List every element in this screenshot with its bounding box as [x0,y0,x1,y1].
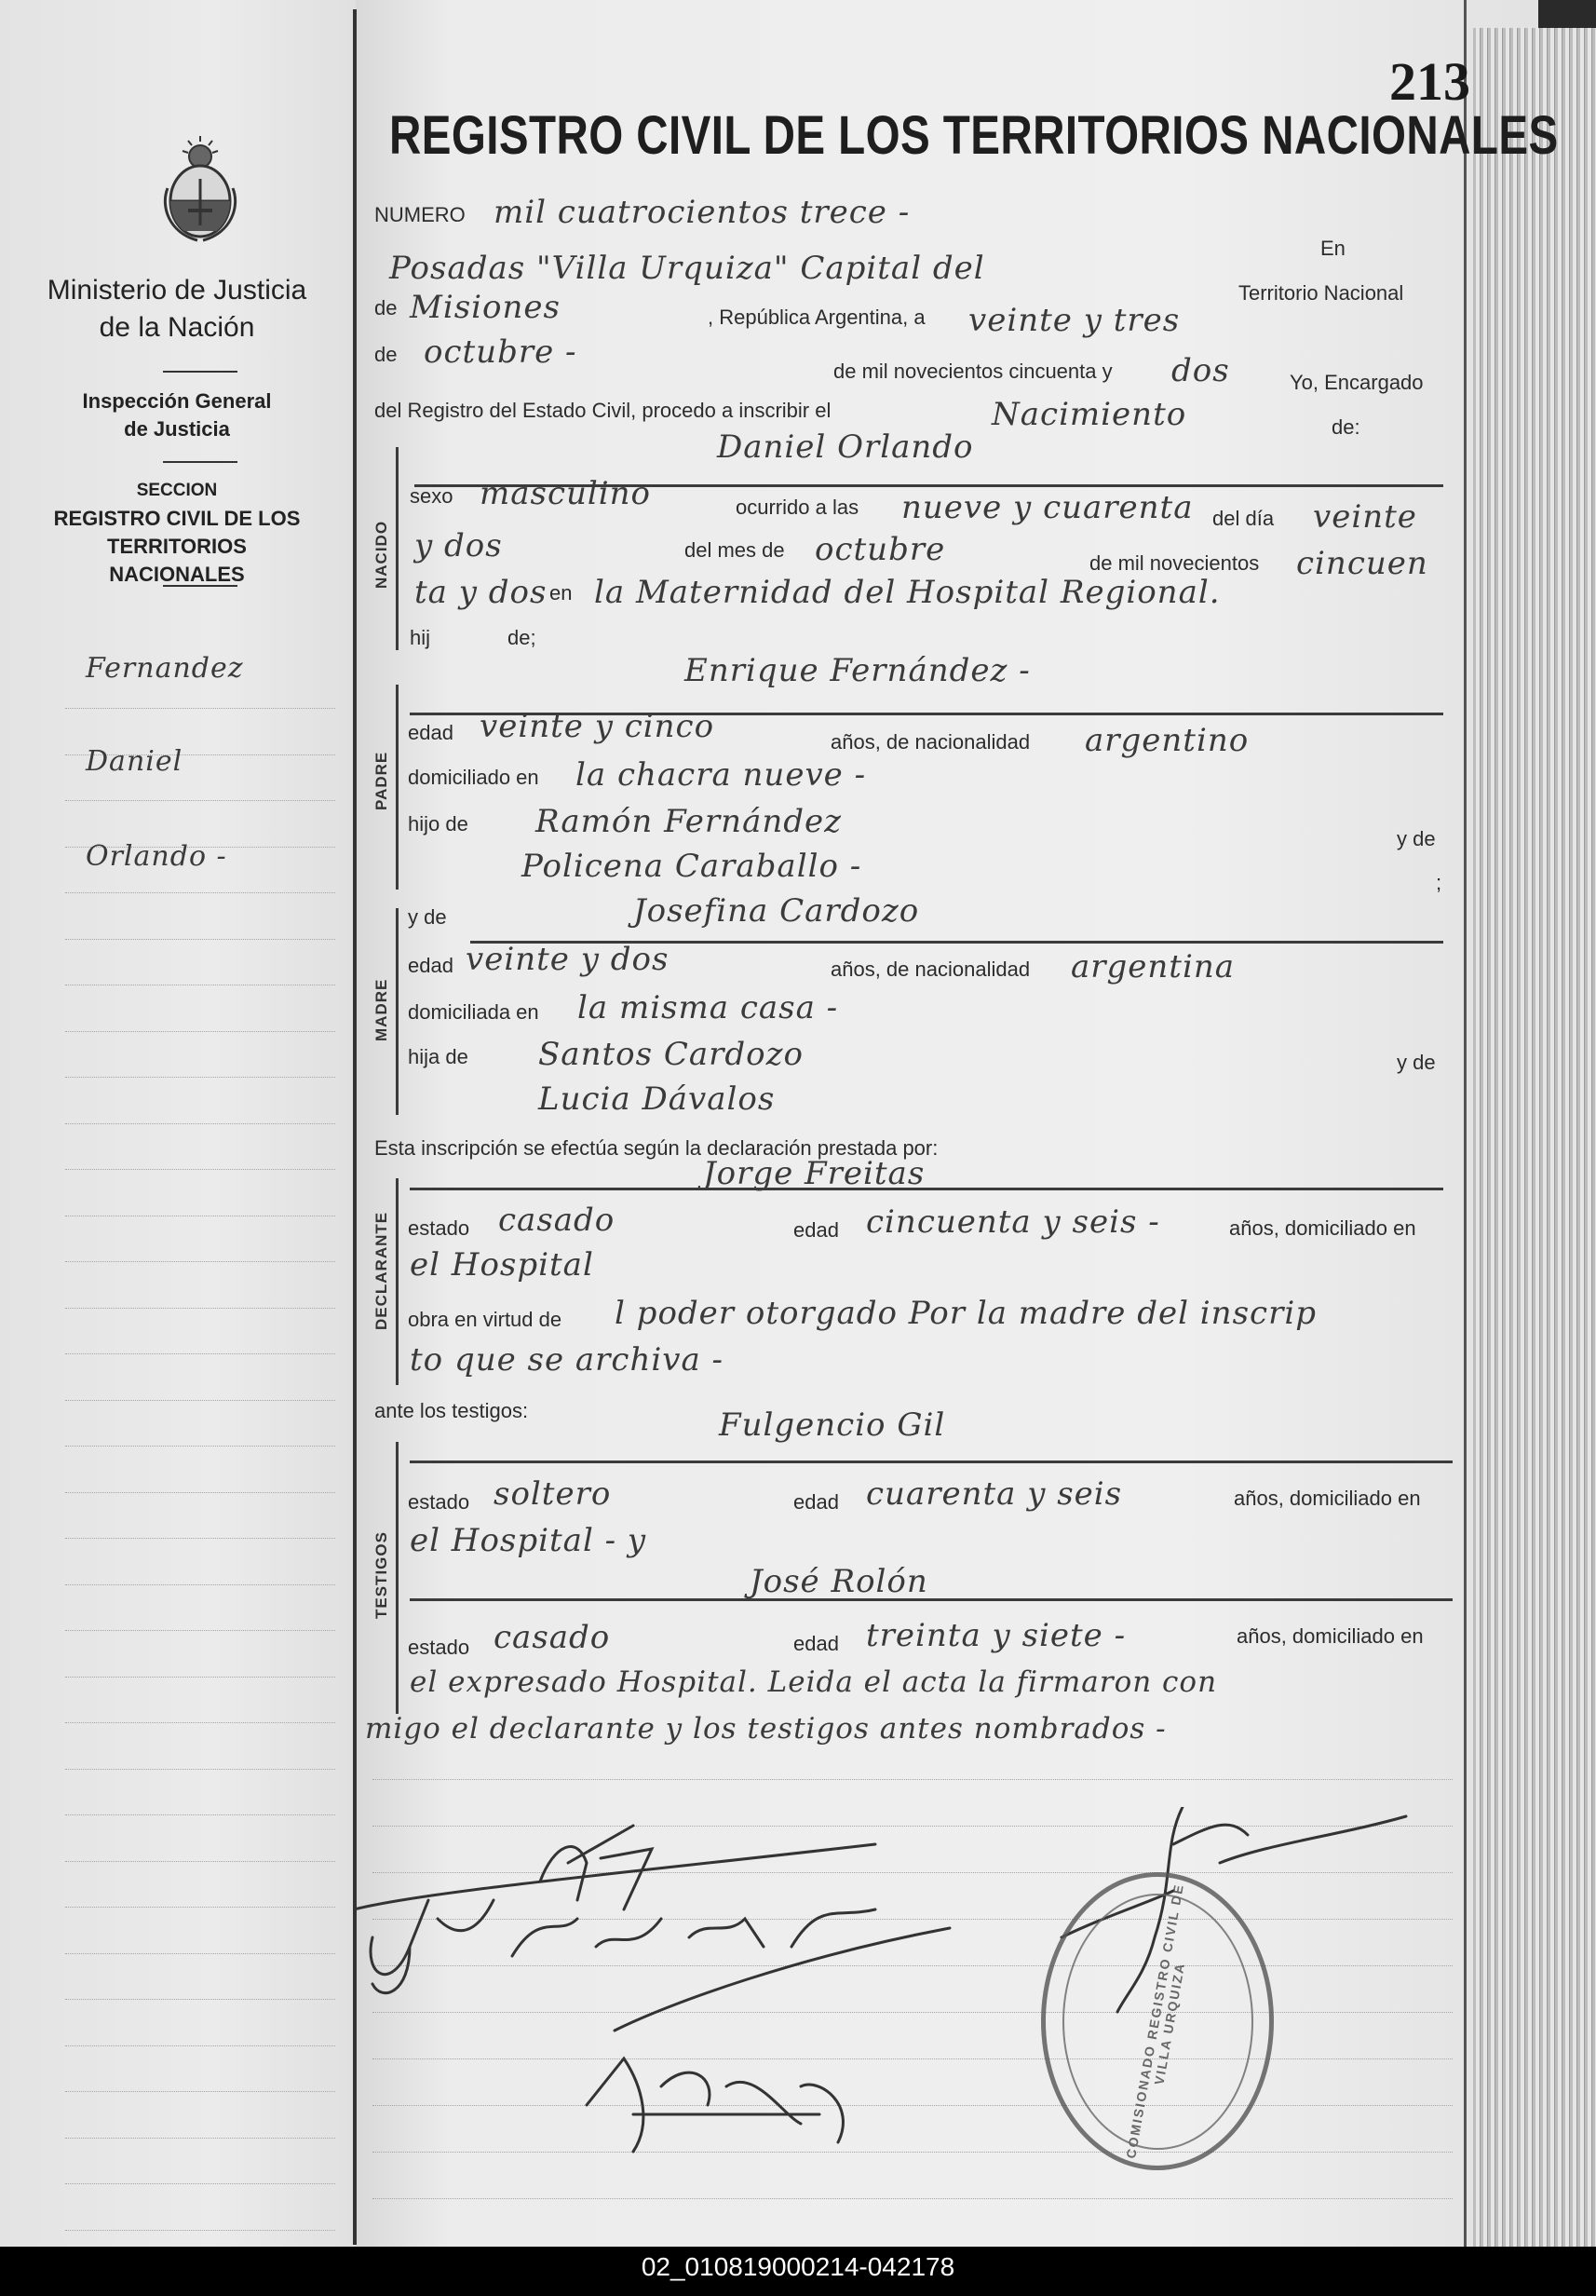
witness2-address: el expresado Hospital. Leida el acta la firmaron con [410,1665,1218,1699]
witness1-age: cuarenta y seis [866,1475,1123,1513]
bracket [396,908,405,1115]
declarante-intro: Esta inscripción se efectúa según la declaración prestada por: [374,1136,939,1160]
day-value: veinte y tres [968,302,1181,339]
obra-value-b: to que se archiva - [410,1341,724,1379]
section-label: SECCION [136,481,218,500]
declarant-name: Jorge Freitas [703,1155,926,1192]
page-title: REGISTRO CIVIL DE LOS TERRITORIOS NACIONALES [389,105,1559,166]
province-de-label: de [374,296,398,319]
section-line2: TERRITORIOS NACIONALES [107,535,247,586]
ministry-heading [37,272,317,346]
ruled-line [65,1169,335,1170]
sexo-label: sexo [410,484,453,508]
coat-of-arms-icon [160,132,240,248]
testigos-edad1-label: edad [793,1490,839,1514]
padre-anos-label: años, de nacionalidad [831,730,1031,754]
ruled-line [65,1861,335,1862]
madre-hija-label: hija de [408,1045,468,1068]
act-value: Nacimiento [992,396,1187,433]
bracket [396,1178,405,1385]
madre-section-label: MADRE [372,978,390,1041]
ruled-line [65,2138,335,2139]
birth-place: la Maternidad del Hospital Regional. [594,574,1221,611]
section-heading [37,477,317,589]
month-de-label: de [374,343,398,366]
inspection-heading [37,387,317,443]
ruled-line [65,2230,335,2231]
page-number: 213 [1389,51,1470,112]
declarant-status: casado [498,1202,615,1239]
witness2-age: treinta y siete - [866,1617,1127,1654]
bracket [396,685,405,890]
year-value-b: ta y dos [414,574,548,611]
declarante-estado-label: estado [408,1216,470,1240]
testigos-anos1-label: años, domiciliado en [1234,1487,1421,1510]
testigos-estado1-label: estado [408,1490,470,1514]
ruled-line [65,1953,335,1954]
mother-nationality: argentina [1071,948,1236,985]
ruled-line [65,2183,335,2184]
signature-marks [354,1807,1471,2208]
ruled-line [65,1492,335,1493]
rule [410,1188,1443,1190]
year-value: dos [1171,352,1230,389]
ruled-line [65,1400,335,1401]
margin-first-name: Daniel [86,745,183,778]
madre-domicilio-label: domiciliada en [408,1000,539,1024]
ruled-line [65,892,335,893]
witness1-status: soltero [494,1475,612,1513]
ruled-line [65,1123,335,1124]
divider [163,585,237,587]
ruled-line [65,1538,335,1539]
father-nationality: argentino [1085,722,1250,759]
bracket [396,447,405,650]
registro-label: del Registro del Estado Civil, procedo a inscribir el [374,399,832,422]
declarante-anos-label: años, domiciliado en [1229,1216,1416,1240]
madre-edad-label: edad [408,954,453,977]
ruled-line [65,2045,335,2046]
nacido-section-label: NACIDO [372,520,390,589]
numero-label: NUMERO [374,203,466,226]
official-stamp [1041,1872,1274,2170]
ocurrido-label: ocurrido a las [736,496,859,519]
padre-semicolon: ; [1436,871,1442,894]
ruled-line [65,1446,335,1447]
mother-father: Santos Cardozo [538,1036,805,1073]
section-line1: REGISTRO CIVIL DE LOS [53,507,301,530]
bracket [396,1442,405,1714]
ruled-line [65,1584,335,1585]
padre-domicilio-label: domiciliado en [408,766,539,789]
father-address: la chacra nueve - [575,756,867,794]
day-value-a: veinte [1313,498,1417,536]
closing-line: migo el declarante y los testigos antes nombrados - [365,1712,1167,1746]
rule [410,1460,1453,1463]
padre-hijo-label: hijo de [408,812,468,836]
witness1-address: el Hospital - y [410,1522,647,1559]
mil-label: de mil novecientos [1089,551,1260,575]
ruled-line [65,1769,335,1770]
father-age: veinte y cinco [480,708,715,745]
declarante-edad-label: edad [793,1218,839,1242]
testigos-anos2-label: años, domiciliado en [1237,1624,1424,1648]
testigos-edad2-label: edad [793,1632,839,1655]
declarante-section-label: DECLARANTE [372,1211,390,1330]
place-value: Posadas "Villa Urquiza" Capital del [389,250,985,287]
child-name: Daniel Orlando [717,428,974,466]
ruled-line [65,1722,335,1723]
ruled-line [65,1031,335,1032]
divider [163,461,237,463]
year-value-a: cincuen [1296,545,1428,582]
mes-label: del mes de [684,538,785,562]
testigos-section-label: TESTIGOS [372,1531,390,1619]
year-label: de mil novecientos cincuenta y [833,360,1113,383]
ruled-line [65,1630,335,1631]
father-mother: Policena Caraballo - [521,848,862,885]
ministry-line2: de la Nación [99,312,255,343]
mother-address: la misma casa - [577,989,839,1026]
ruled-line [65,2091,335,2092]
republica-label: , República Argentina, a [708,306,926,329]
madre-anos-label: años, de nacionalidad [831,958,1031,981]
book-page-stack [1473,28,1596,2247]
image-identifier: 02_010819000214-042178 [641,2252,955,2281]
rule [410,1598,1453,1601]
ruled-line [65,1907,335,1908]
madre-y-de-label2: y de [1397,1051,1436,1074]
en-label: En [1320,237,1346,260]
inspection-line2: de Justicia [124,417,230,441]
ruled-line [65,1077,335,1078]
madre-y-de-label: y de [408,905,447,929]
act-de-label: de: [1332,415,1360,439]
mother-mother: Lucia Dávalos [538,1080,776,1118]
declarant-age: cincuenta y seis - [866,1203,1160,1241]
obra-value-a: l poder otorgado Por la madre del inscrip [615,1295,1317,1332]
sexo-value: masculino [480,475,652,512]
dia-label: del día [1212,507,1275,530]
father-name: Enrique Fernández - [684,652,1031,689]
padre-y-de-label: y de [1397,827,1436,850]
month-value: octubre - [424,333,577,371]
margin-middle-name: Orlando - [86,840,227,873]
ruled-line [65,1677,335,1678]
hij-de-label: de; [507,626,536,649]
ruled-line [65,800,335,801]
en-label: en [549,581,573,605]
witness2-name: José Rolón [750,1563,928,1600]
witness2-status: casado [494,1619,611,1656]
padre-section-label: PADRE [372,751,390,810]
declarant-address: el Hospital [410,1246,594,1284]
ruled-line [65,708,335,709]
padre-edad-label: edad [408,721,453,744]
margin-surname: Fernandez [86,652,244,685]
province-value: Misiones [410,289,561,326]
ruled-line [65,1308,335,1309]
inspection-line1: Inspección General [82,389,272,413]
month-value: octubre [815,531,946,568]
father-father: Ramón Fernández [535,803,843,840]
ruled-line [65,1814,335,1815]
numero-value: mil cuatrocientos trece - [494,194,911,231]
ruled-line [65,1353,335,1354]
hour-value: nueve y cuarenta [901,489,1194,526]
stamp-text: COMISIONADO REGISTRO CIVIL DE VILLA URQUIZA [1123,1882,1188,2160]
ruled-line [65,1261,335,1262]
witness1-name: Fulgencio Gil [719,1406,946,1444]
testigos-estado2-label: estado [408,1636,470,1659]
ruled-line [65,1999,335,2000]
testigos-intro: ante los testigos: [374,1399,529,1422]
ruled-line [372,1779,1453,1780]
territorio-label: Territorio Nacional [1238,281,1404,305]
mother-age: veinte y dos [466,941,670,978]
encargado-label: Yo, Encargado [1290,371,1424,394]
divider [163,371,237,373]
obra-label: obra en virtud de [408,1308,562,1331]
day-value-b: y dos [414,527,503,564]
ruled-line [65,939,335,940]
mother-name: Josefina Cardozo [633,892,920,930]
hij-label: hij [410,626,431,649]
ministry-line1: Ministerio de Justicia [47,275,307,306]
